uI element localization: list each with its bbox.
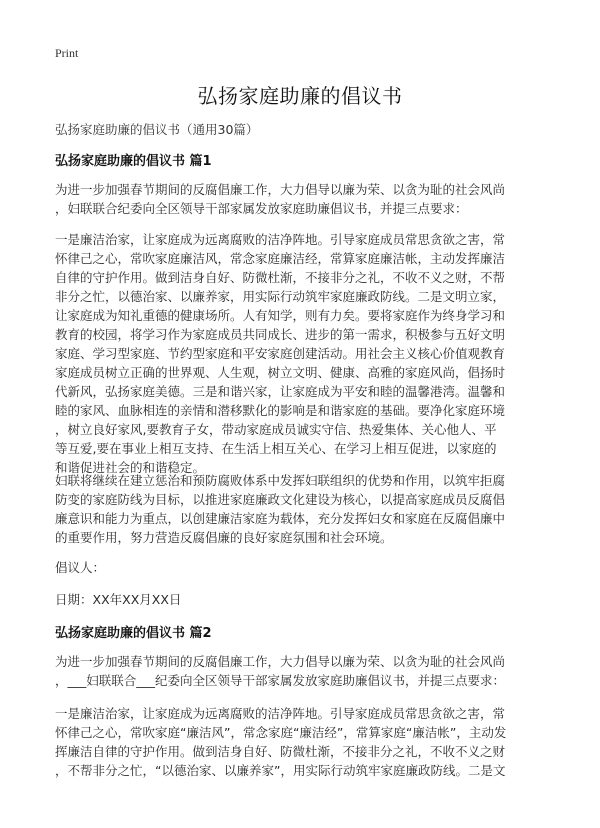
text-line: 妇联将继续在建立惩治和预防腐败体系中发挥妇联组织的优势和作用，以筑牢拒腐 (55, 473, 506, 488)
text-line: 等互爱,要在事业上相互支持、在生活上相互关心、在学习上相互促进，以家庭的 (55, 441, 497, 456)
text-line: ，___妇联联合___纪委向全区领导干部家属发放家庭助廉倡议书，并提三点要求： (55, 673, 506, 688)
text-line: 防变的家庭防线为目标，以推进家庭廉政文化建设为核心，以提高家庭成员反腐倡 (55, 492, 506, 507)
text-line: 一是廉洁治家，让家庭成为远离腐败的洁净阵地。引导家庭成员常思贪欲之害，常 (55, 706, 506, 721)
initiator-line (55, 558, 555, 577)
text-line: 廉意识和能力为重点，以创建廉洁家庭为载体，充分发挥妇女和家庭在反腐倡廉中 (55, 511, 506, 526)
text-line: 为进一步加强春节期间的反腐倡廉工作，大力倡导以廉为荣、以贪为耻的社会风尚 (55, 182, 506, 197)
text-line: ，树立良好家风,要教育子女，带动家庭成员诚实守信、热爱集体、关心他人、平 (55, 422, 497, 437)
text-line: 挥廉洁自律的守护作用。做到洁身自好、防微杜渐，不接非分之礼，不收不义之财 (55, 744, 506, 759)
text-line: 非分之忙，以德治家、以廉养家，用实际行动筑牢家庭廉政防线。二是文明立家， (55, 289, 506, 304)
text-line: 为进一步加强春节期间的反腐倡廉工作，大力倡导以廉为荣、以贪为耻的社会风尚 (55, 654, 506, 669)
text-line: 自律的守护作用。做到洁身自好、防微杜渐，不接非分之礼，不收不义之财，不帮 (55, 270, 506, 285)
text-line: 家庭、学习型家庭、节约型家庭和平安家庭创建活动。用社会主义核心价值观教育 (55, 346, 506, 361)
document-subtitle: 弘扬家庭助廉的倡议书（通用30篇） (55, 122, 259, 137)
text-line: 家庭成员树立正确的世界观、人生观，树立文明、健康、高雅的家庭风尚，倡扬时 (55, 365, 506, 380)
initiator-label: 倡议人： (55, 560, 106, 575)
print-label[interactable]: Print (55, 46, 79, 60)
text-line: 让家庭成为知礼重德的健康场所。人有知学，则有力矣。要将家庭作为终身学习和 (55, 308, 506, 323)
page-title: 弘扬家庭助廉的倡议书 (197, 84, 403, 108)
text-line: 怀律己之心，常吹家庭“廉洁风”，常念家庭“廉洁经”，常算家庭“廉洁帐”，主动发 (55, 725, 507, 740)
date-text: 日期：XX年XX月XX日 (55, 592, 182, 607)
text-line: 睦的家风、血脉相连的亲情和潜移默化的影响是和谐家庭的基础。要净化家庭环境 (55, 403, 506, 418)
text-line: ，不帮非分之忙，“以德治家、以廉养家”，用实际行动筑牢家庭廉政防线。二是文 (55, 763, 506, 778)
text-line: ，妇联联合纪委向全区领导干部家属发放家庭助廉倡议书，并提三点要求： (55, 201, 468, 216)
section-heading-1: 弘扬家庭助廉的倡议书 篇1 (55, 154, 212, 169)
text-line: 代新风，弘扬家庭美德。三是和谐兴家，让家庭成为平安和睦的温馨港湾。温馨和 (55, 384, 506, 399)
text-line: 的重要作用，努力营造反腐倡廉的良好家庭氛围和社会环境。 (55, 530, 393, 545)
text-line: 怀律己之心，常吹家庭廉洁风，常念家庭廉洁经，常算家庭廉洁帐，主动发挥廉洁 (55, 251, 506, 266)
text-line: 教育的校园，将学习作为家庭成员共同成长、进步的第一需求，积极参与五好文明 (55, 327, 506, 342)
paragraph-intro-1 (55, 180, 555, 218)
text-line: 一是廉洁治家，让家庭成为远离腐败的洁净阵地。引导家庭成员常思贪欲之害，常 (55, 232, 506, 247)
paragraph-body-3 (55, 704, 555, 780)
section-heading-2: 弘扬家庭助廉的倡议书 篇2 (55, 626, 212, 641)
date-line (55, 590, 555, 609)
paragraph-intro-2 (55, 652, 555, 690)
paragraph-body-1 (55, 230, 555, 477)
text-line: 和谐促进社会的和谐稳定。 (55, 460, 206, 475)
paragraph-body-2 (55, 471, 555, 547)
